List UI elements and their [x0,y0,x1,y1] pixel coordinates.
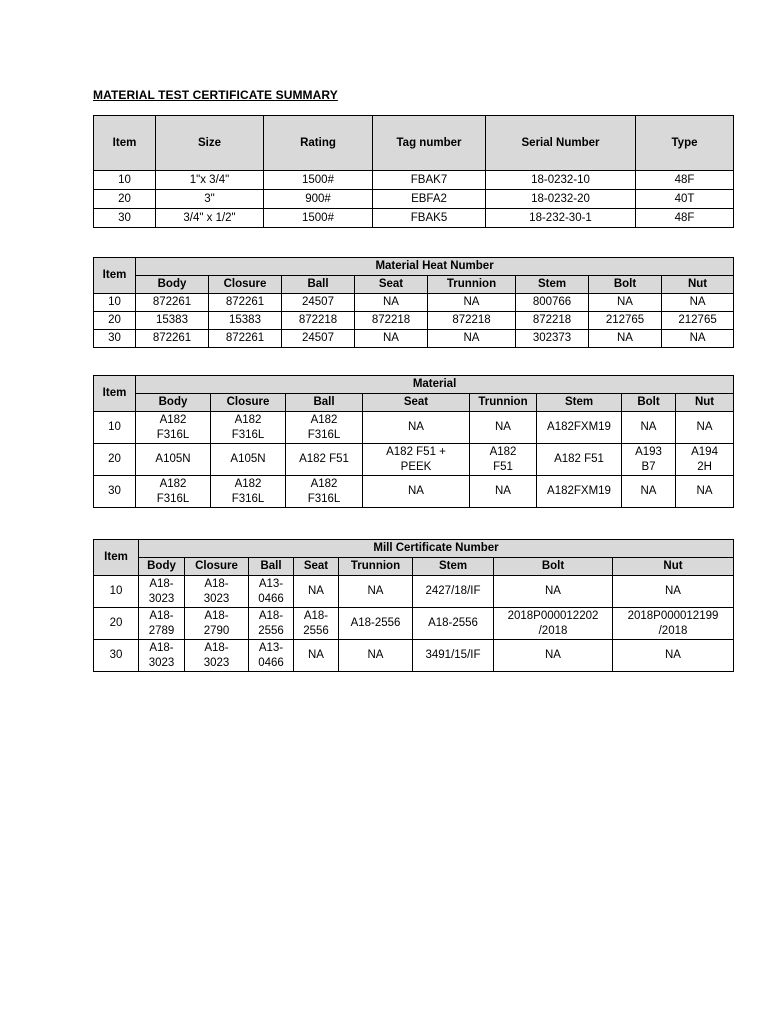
table-cell: 872218 [428,312,516,330]
table-cell: NA [622,412,676,444]
subheader-stem: Stem [413,558,494,576]
subheader-closure: Closure [211,394,286,412]
item-cell: 30 [94,209,156,228]
subheader-seat: Seat [363,394,470,412]
header-size: Size [156,116,264,171]
table-cell: A182 F51 + PEEK [363,444,470,476]
header-type: Type [636,116,734,171]
table-cell: NA [676,476,734,508]
subheader-trunnion: Trunnion [428,276,516,294]
subheader-stem: Stem [516,276,589,294]
table-cell: 1"x 3/4" [156,171,264,190]
table-cell: 872218 [355,312,428,330]
subheader-bolt: Bolt [494,558,613,576]
subheader-ball: Ball [286,394,363,412]
table-cell: A18-2556 [339,608,413,640]
subheader-body: Body [136,394,211,412]
item-cell: 20 [94,312,136,330]
subheader-bolt: Bolt [589,276,662,294]
table-cell: A18- 3023 [185,576,249,608]
table-cell: A182 F51 [537,444,622,476]
item-cell: 10 [94,576,139,608]
table-cell: A13- 0466 [249,640,294,672]
item-cell: 20 [94,190,156,209]
table-cell: A182 F316L [136,412,211,444]
table-cell: NA [676,412,734,444]
table-cell: 3/4" x 1/2" [156,209,264,228]
table-cell: 212765 [662,312,734,330]
table-cell: FBAK5 [373,209,486,228]
table-cell: NA [294,640,339,672]
header-rating: Rating [264,116,373,171]
subheader-seat: Seat [355,276,428,294]
subheader-body: Body [136,276,209,294]
table-cell: NA [294,576,339,608]
table-cell: A182 F316L [211,476,286,508]
subheader-nut: Nut [662,276,734,294]
table-cell: NA [589,330,662,348]
item-cell: 10 [94,294,136,312]
table-cell: A18- 3023 [139,576,185,608]
table-header-row [94,116,734,171]
table-cell: 40T [636,190,734,209]
table-cell: NA [494,576,613,608]
table-cell: A18- 2789 [139,608,185,640]
material-heat-number-table [93,257,734,348]
table-cell: 872218 [516,312,589,330]
table-cell: 48F [636,209,734,228]
table-cell: A18- 2790 [185,608,249,640]
table-cell: 2018P000012199 /2018 [613,608,734,640]
subheader-bolt: Bolt [622,394,676,412]
table-cell: 48F [636,171,734,190]
table-cell: A18- 2556 [294,608,339,640]
header-tag-number: Tag number [373,116,486,171]
table4-body [94,576,734,672]
table-cell: A18- 2556 [249,608,294,640]
table-cell: 900# [264,190,373,209]
table-cell: 1500# [264,171,373,190]
table-cell: 2427/18/IF [413,576,494,608]
table-subheader-row [94,558,734,576]
document-title: MATERIAL TEST CERTIFICATE SUMMARY [93,88,338,102]
table-cell: A194 2H [676,444,734,476]
table-cell: 872261 [209,294,282,312]
table-cell: 800766 [516,294,589,312]
table-row [94,190,734,209]
table-cell: A182 F316L [286,412,363,444]
material-table [93,375,734,508]
table-cell: 18-0232-10 [486,171,636,190]
table-cell: NA [428,294,516,312]
table-cell: 3491/15/IF [413,640,494,672]
table-cell: 24507 [282,330,355,348]
item-cell: 10 [94,412,136,444]
table-cell: A182 F51 [286,444,363,476]
item-summary-table [93,115,734,228]
header-item: Item [94,540,139,576]
table-cell: NA [613,576,734,608]
table-cell: 18-232-30-1 [486,209,636,228]
table-cell: NA [339,640,413,672]
table-row [94,576,734,608]
table-cell: A182 F51 [470,444,537,476]
table-row [94,171,734,190]
item-cell: 30 [94,640,139,672]
table-subheader-row [94,276,734,294]
table-row [94,640,734,672]
table-cell: A182FXM19 [537,412,622,444]
subheader-nut: Nut [613,558,734,576]
table-cell: NA [662,330,734,348]
table-group-header-row [94,258,734,276]
table-row [94,444,734,476]
table-row [94,412,734,444]
table-cell: A105N [136,444,211,476]
header-item: Item [94,376,136,412]
subheader-nut: Nut [676,394,734,412]
table-row [94,294,734,312]
item-cell: 20 [94,608,139,640]
table-cell: NA [622,476,676,508]
subheader-ball: Ball [282,276,355,294]
table-cell: A18- 3023 [139,640,185,672]
table-cell: 18-0232-20 [486,190,636,209]
table-cell: 872218 [282,312,355,330]
table3-body [94,412,734,508]
table-cell: NA [355,330,428,348]
table-cell: 302373 [516,330,589,348]
table-row [94,330,734,348]
subheader-trunnion: Trunnion [339,558,413,576]
item-cell: 30 [94,476,136,508]
header-group: Mill Certificate Number [139,540,734,558]
table-cell: A193 B7 [622,444,676,476]
table-group-header-row [94,376,734,394]
subheader-closure: Closure [209,276,282,294]
table-cell: A18-2556 [413,608,494,640]
mill-certificate-number-table [93,539,734,672]
table-cell: 872261 [136,294,209,312]
subheader-closure: Closure [185,558,249,576]
table-cell: 15383 [136,312,209,330]
table1-body [94,171,734,228]
table-cell: A13- 0466 [249,576,294,608]
table-cell: NA [363,412,470,444]
subheader-body: Body [139,558,185,576]
table-cell: NA [589,294,662,312]
table-cell: 3" [156,190,264,209]
table-cell: NA [363,476,470,508]
table-cell: NA [662,294,734,312]
header-group: Material [136,376,734,394]
table-cell: A182 F316L [286,476,363,508]
item-cell: 30 [94,330,136,348]
table-cell: 212765 [589,312,662,330]
table-cell: 872261 [209,330,282,348]
item-cell: 10 [94,171,156,190]
table-row [94,608,734,640]
table-cell: A182FXM19 [537,476,622,508]
table-cell: 872261 [136,330,209,348]
table-cell: 15383 [209,312,282,330]
table-cell: 1500# [264,209,373,228]
table-cell: FBAK7 [373,171,486,190]
table-cell: NA [339,576,413,608]
subheader-ball: Ball [249,558,294,576]
table-row [94,209,734,228]
table-row [94,476,734,508]
header-item: Item [94,116,156,171]
table-cell: NA [494,640,613,672]
table-cell: A182 F316L [211,412,286,444]
table-subheader-row [94,394,734,412]
table-cell: NA [470,476,537,508]
table-cell: EBFA2 [373,190,486,209]
table-row [94,312,734,330]
table-cell: A105N [211,444,286,476]
table-group-header-row [94,540,734,558]
table-cell: 24507 [282,294,355,312]
header-group: Material Heat Number [136,258,734,276]
table-cell: A18- 3023 [185,640,249,672]
header-serial-number: Serial Number [486,116,636,171]
header-item: Item [94,258,136,294]
table-cell: NA [470,412,537,444]
table-cell: NA [355,294,428,312]
subheader-trunnion: Trunnion [470,394,537,412]
subheader-stem: Stem [537,394,622,412]
table-cell: A182 F316L [136,476,211,508]
table-cell: 2018P000012202 /2018 [494,608,613,640]
subheader-seat: Seat [294,558,339,576]
item-cell: 20 [94,444,136,476]
table2-body [94,294,734,348]
table-cell: NA [613,640,734,672]
table-cell: NA [428,330,516,348]
